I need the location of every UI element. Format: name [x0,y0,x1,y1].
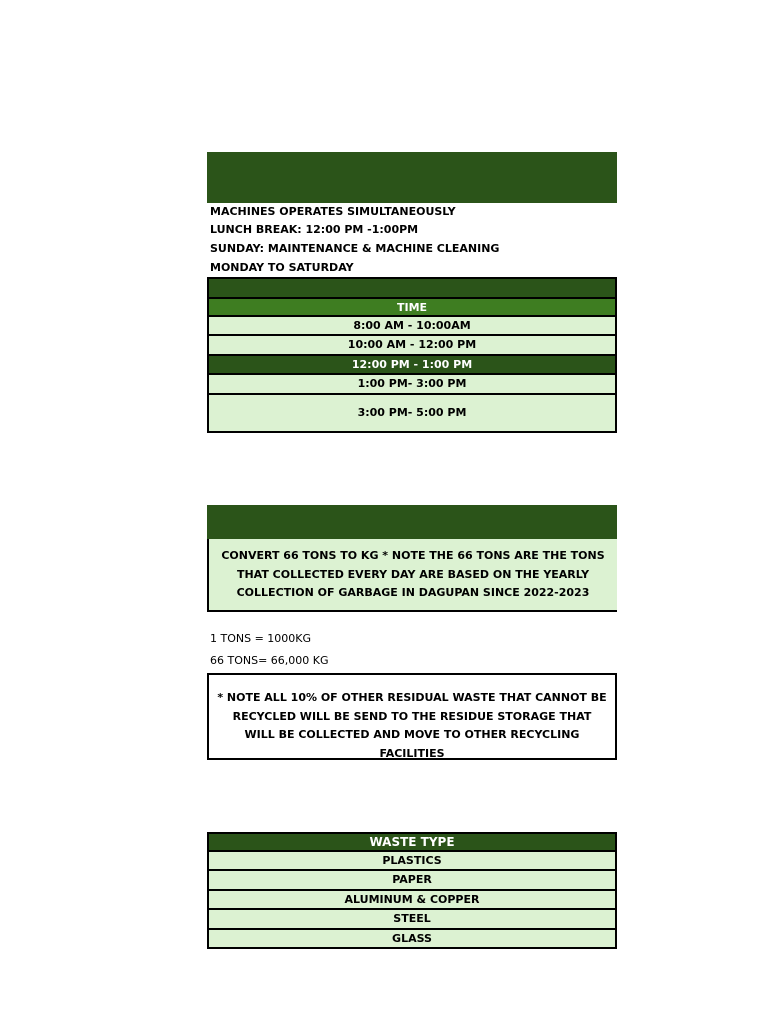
note-monday-saturday: MONDAY TO SATURDAY [210,261,354,274]
conversion-line-2: 66 TONS= 66,000 KG [210,654,329,667]
time-row: 10:00 AM - 12:00 PM [207,336,617,356]
time-table-header: TIME [207,297,617,317]
waste-row: PLASTICS [207,852,617,872]
waste-row: STEEL [207,910,617,930]
convert-header-bar [207,505,617,539]
residual-note-box [207,673,617,760]
time-table [207,297,617,433]
convert-note-text: CONVERT 66 TONS TO KG * NOTE THE 66 TONS ARE THE TONS THAT COLLECTED EVERY DAY ARE BASED ON THE YEARLY COLLECTION OF GARBAGE IN DAGUPAN SINCE 2022-2023 [221,549,605,599]
waste-row: PAPER [207,871,617,891]
time-row: 3:00 PM- 5:00 PM [207,395,617,433]
time-table-title-bar [207,277,617,297]
time-row: 1:00 PM- 3:00 PM [207,375,617,395]
waste-table [207,832,617,949]
convert-note-box [207,539,617,612]
conversion-line-1: 1 TONS = 1000KG [210,632,312,645]
note-lunch-break: LUNCH BREAK: 12:00 PM -1:00PM [210,223,419,236]
time-row: 8:00 AM - 10:00AM [207,317,617,337]
time-row-lunch: 12:00 PM - 1:00 PM [207,356,617,376]
note-sunday: SUNDAY: MAINTENANCE & MACHINE CLEANING [210,242,500,255]
note-machines: MACHINES OPERATES SIMULTANEOUSLY [210,205,456,218]
waste-row: GLASS [207,930,617,950]
residual-note-text: * NOTE ALL 10% OF OTHER RESIDUAL WASTE THAT CANNOT BE RECYCLED WILL BE SEND TO THE RESIDUE STORAGE THAT WILL BE COLLECTED AND MOVE TO OTHER RECYCLING FACILITIES [217,691,607,760]
waste-table-header: WASTE TYPE [207,832,617,852]
waste-row: ALUMINUM & COPPER [207,891,617,911]
schedule-header-bar [207,152,617,203]
